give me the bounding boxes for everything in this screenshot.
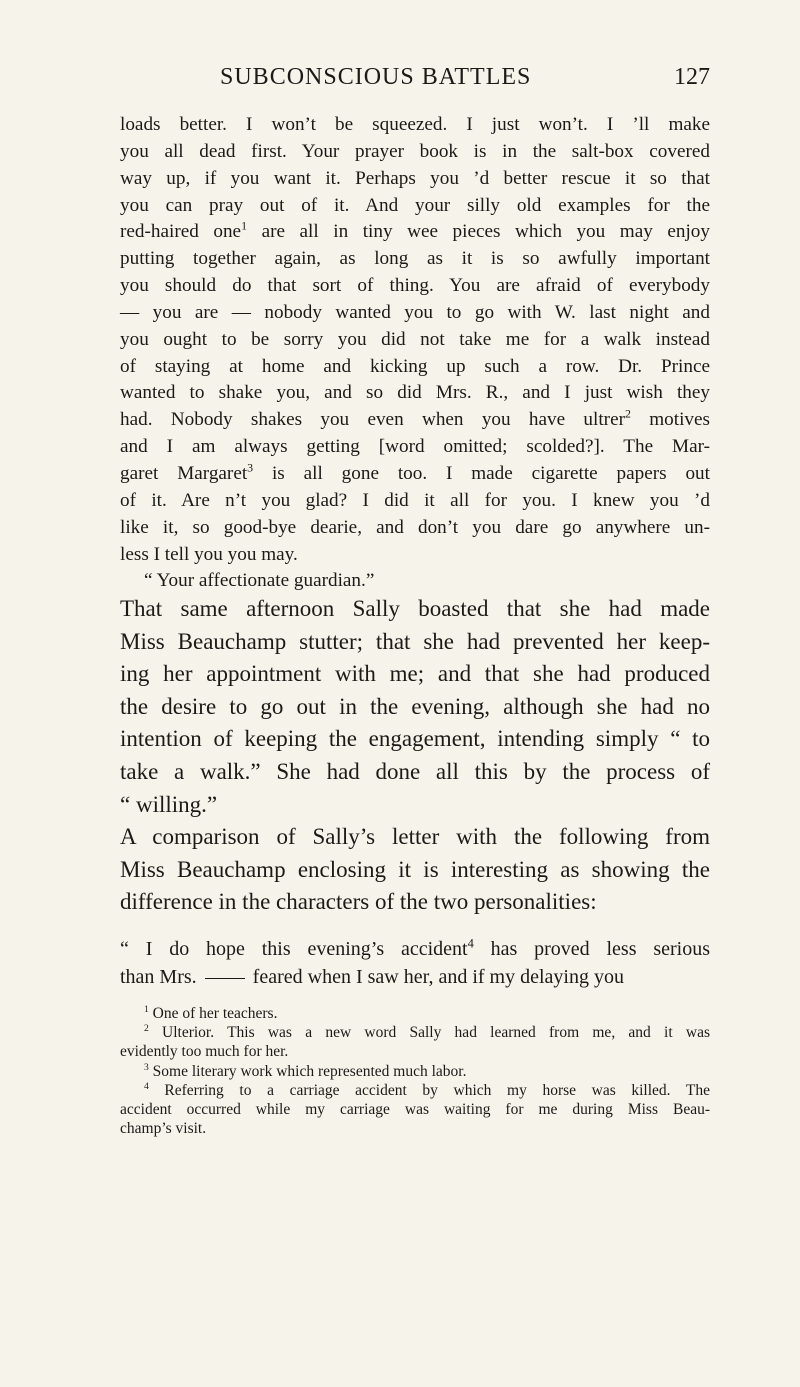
letter-line: less I tell you you may. [120,543,298,565]
letter-signature: “ Your affectionate guardian.” [144,570,375,592]
paragraph-line: the desire to go out in the evening, although she had no [120,693,710,719]
paragraph-line: A comparison of Sally’s letter with the following from [120,824,710,849]
letter-line: like it, so good-bye dearie, and don’t you dare go anywhere un- [120,516,710,538]
letter-line: of staying at home and kicking up such a row. Dr. Prince [120,355,710,377]
letter-line: loads better. I won’t be squeezed. I just won’t. I ’ll make [120,114,710,135]
sally-letter [120,112,710,595]
page-number: 127 [674,64,710,90]
letter-text: are all in tiny wee pieces which you may enjoy [247,221,710,243]
letter-line: you should do that sort of thing. You are afraid of everybody [120,275,710,297]
letter-text: garet Margaret [120,462,248,484]
footnote-mark: 4 [144,1080,149,1092]
letter-text: has proved less serious [473,938,710,960]
footnote-ref: 4 [467,936,474,951]
footnote-continuation: champ’s visit. [120,1120,207,1138]
letter-text: red-haired one [120,221,242,243]
paragraph-line: Miss Beauchamp stutter; that she had prevented her keep- [120,628,710,654]
letter-line: putting together again, as long as it is so awfully important [120,248,710,270]
letter-text: “ I do hope this evening’s accident [120,938,468,960]
footnote-mark: 1 [144,1003,149,1015]
footnote-ref: 2 [624,406,631,421]
letter-text: than Mrs. [120,966,197,988]
letter-line: and I am always getting [word omitted; scolded?]. The Mar- [120,436,710,458]
footnote-mark: 3 [144,1061,149,1073]
footnote-text: One of her teachers. [152,1005,278,1022]
running-title: SUBCONSCIOUS BATTLES [220,64,532,90]
footnote-ref: 3 [247,460,254,475]
paragraph-line: “ willing.” [120,791,218,817]
letter-line: of it. Are n’t you glad? I did it all for you. I knew you ’d [120,489,710,511]
body-paragraph [120,821,710,919]
letter-text: feared when I saw her, and if my delaying you [252,966,624,988]
paragraph-line: That same afternoon Sally boasted that she had made [120,596,710,621]
paragraph-line: Miss Beauchamp enclosing it is interesting as showing the [120,856,710,882]
letter-line: you can pray out of it. And your silly old examples for the [120,194,710,216]
footnote [120,1004,710,1023]
letter-line [120,407,710,434]
letter-line: way up, if you want it. Perhaps you ’d better rescue it so that [120,167,710,189]
footnote-continuation: accident occurred while my carriage was waiting for me during Miss Beau- [120,1100,710,1118]
beauchamp-letter [120,935,710,991]
body-paragraph [120,593,710,821]
letter-text: motives [630,409,710,431]
paragraph-line: intention of keeping the engagement, intending simply “ to [120,726,710,752]
running-head [120,64,710,94]
paragraph-line: difference in the characters of the two personalities: [120,889,597,915]
letter-text: is all gone too. I made cigarette papers out [253,462,710,484]
footnote-text: Some literary work which represented much labor. [152,1062,467,1080]
paragraph-line: ing her appointment with me; and that she had produced [120,661,710,687]
letter-line [120,219,710,246]
footnote-mark: 2 [144,1023,149,1035]
letter-line: you ought to be sorry you did not take me for a walk instead [120,328,710,350]
footnote-continuation: evidently too much for her. [120,1043,289,1061]
letter-line: you all dead first. Your prayer book is in the salt-box covered [120,140,710,162]
paragraph-line: take a walk.” She had done all this by the process of [120,758,710,784]
letter-line [120,461,710,488]
name-omitted-dash [205,978,245,979]
footnote-ref: 1 [241,218,248,233]
letter-line [120,935,710,963]
letter-line: wanted to shake you, and so did Mrs. R., and I just wish they [120,382,710,404]
letter-text: had. Nobody shakes you even when you have ultrer [120,409,625,431]
footnote-text: Ulterior. This was a new word Sally had learned from me, and it was [162,1024,710,1042]
footnote [120,1062,710,1081]
letter-line [120,963,710,991]
footnote-text: Referring to a carriage accident by which my horse was killed. The [164,1081,710,1099]
footnotes [120,1004,710,1138]
footnote [120,1023,710,1042]
letter-line: — you are — nobody wanted you to go with W. last night and [120,301,710,323]
footnote [120,1081,710,1100]
